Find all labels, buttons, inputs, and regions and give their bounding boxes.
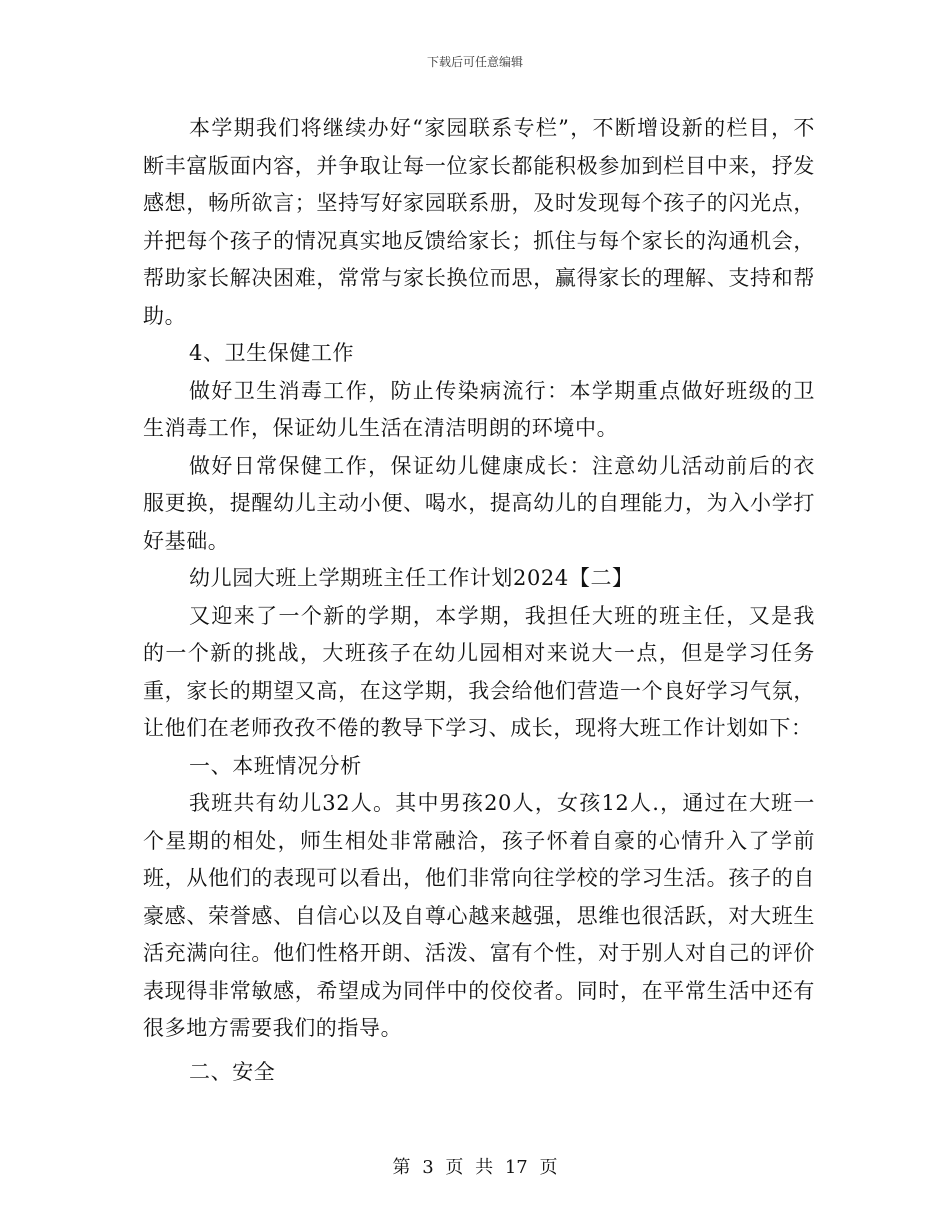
paragraph-class-analysis: 我班共有幼儿32人。其中男孩20人，女孩12人.，通过在大班一个星期的相处，师生相处非常融洽，孩子怀着自豪的心情升入了学前班，从他们的表现可以看出，他们非常向往学校的学习生活。孩子的自豪感、荣誉感、自信心以及自尊心越来越强，思维也很活跃，对大班生活充满向往。他们性格开朗、活泼、富有个性，对于别人对自己的评价表现得非常敏感，希望成为同伴中的佼佼者。同时，在平常生活中还有很多地方需要我们的指导。	[143, 791, 815, 1040]
heading-class-analysis: 一、本班情况分析	[189, 753, 362, 778]
paragraph-home-school-column: 本学期我们将继续办好“家园联系专栏”，不断增设新的栏目，不断丰富版面内容，并争取让每一位家长都能积极参加到栏目中来，抒发感想，畅所欲言；坚持写好家园联系册，及时发现每个孩子的闪光点，并把每个孩子的情况真实地反馈给家长；抓住与每个家长的沟通机会，帮助家长解决困难，常常与家长换位而思，赢得家长的理解、支持和帮助。	[143, 116, 815, 328]
heading-safety: 二、安全	[189, 1059, 276, 1084]
section-title-plan-two: 幼儿园大班上学期班主任工作计划2024【二】	[189, 566, 634, 590]
document-body	[143, 110, 815, 1091]
heading-hygiene-health: 4、卫生保健工作	[189, 341, 355, 365]
paragraph-new-semester: 又迎来了一个新的学期，本学期，我担任大班的班主任，又是我的一个新的挑战，大班孩子在幼儿园相对来说大一点，但是学习任务重，家长的期望又高，在这学期，我会给他们营造一个良好学习气氛，让他们在老师孜孜不倦的教导下学习、成长，现将大班工作计划如下：	[143, 603, 815, 740]
page-header: 下载后可任意编辑	[426, 55, 523, 69]
paragraph-daily-health: 做好日常保健工作，保证幼儿健康成长：注意幼儿活动前后的衣服更换，提醒幼儿主动小便、喝水，提高幼儿的自理能力，为入小学打好基础。	[143, 453, 815, 553]
paragraph-disinfection: 做好卫生消毒工作，防止传染病流行：本学期重点做好班级的卫生消毒工作，保证幼儿生活在清洁明朗的环境中。	[143, 378, 815, 440]
page-footer: 第 3 页 共 17 页	[392, 1157, 558, 1178]
